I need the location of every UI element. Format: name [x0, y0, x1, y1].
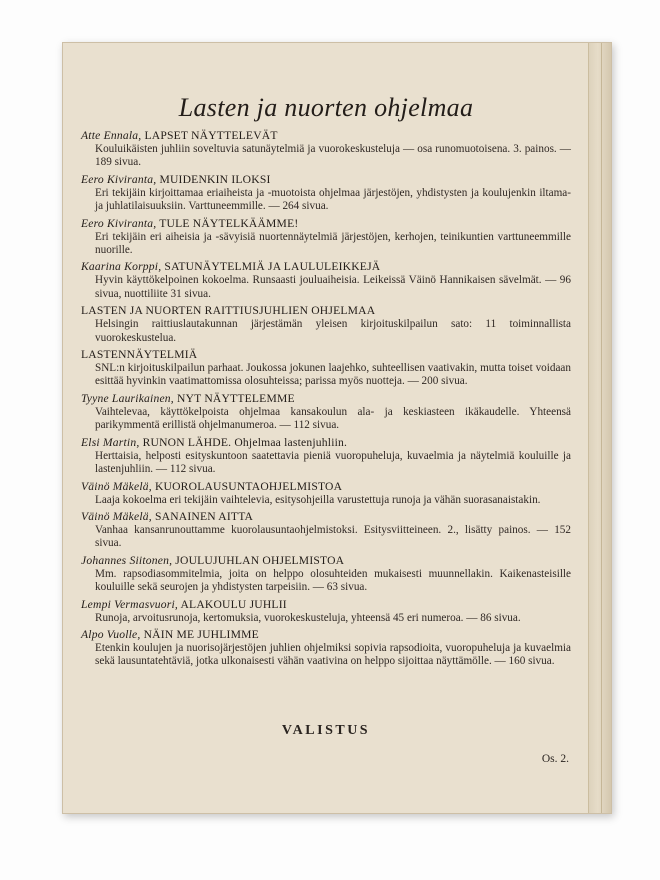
entry-author: Tyyne Laurikainen, — [81, 391, 174, 405]
entry-description: Eri tekijäin kirjoittamaa eriaiheista ja -muotoista ohjelmaa järjestöjen, yhdistysten ja koulujenkin iltama- ja juhlatilaisuuksiin. Varttuneemmille. — 264 sivua. — [95, 186, 571, 213]
entry-description: Vaihtelevaa, käyttökelpoista ohjelmaa kansakoulun ala- ja keskiasteen ikäkaudelle. Yhteensä parikymmentä erillistä ohjelmanumeroa. — 112 sivua. — [95, 405, 571, 432]
catalog-entry — [81, 628, 571, 669]
entry-author: Lempi Vermasvuori, — [81, 597, 178, 611]
catalog-entry — [81, 436, 571, 477]
entry-title: NYT NÄYTTELEMME — [177, 391, 295, 405]
catalog-entry — [81, 598, 571, 625]
entry-description: Vanhaa kansanrunouttamme kuorolausuntaohjelmistoksi. Esitysviitteineen. 2., lisätty painos. — 152 sivua. — [95, 523, 571, 550]
spine-groove — [601, 43, 602, 813]
entry-author: Eero Kiviranta, — [81, 216, 157, 230]
catalog-entry — [81, 260, 571, 301]
entry-description: Kouluikäisten juhliin soveltuvia satunäytelmiä ja vuorokeskusteluja — osa runomuotoisena. 3. painos. — 189 sivua. — [95, 143, 571, 169]
catalog-entry — [81, 304, 571, 345]
entry-title-line — [81, 304, 571, 318]
catalog-entry — [81, 129, 571, 170]
catalog-entries — [81, 129, 571, 672]
entry-title-line — [81, 129, 571, 143]
book-back-cover — [62, 42, 612, 814]
part-number: Os. 2. — [541, 753, 569, 765]
entry-title: KUOROLAUSUNTAOHJELMISTOA — [154, 479, 343, 493]
entry-description: Helsingin raittiuslautakunnan järjestämän yleisen kirjoituskilpailun sato: 11 toiminnallista vuorokeskustelua. — [95, 318, 571, 344]
catalog-entry — [81, 217, 571, 258]
entry-description: Herttaisia, helposti esityskuntoon saatettavia pieniä vuoropuheluja, kuvaelmia ja näytelmiä kouluille ja lastenjuhliin. — 112 sivua. — [95, 449, 571, 476]
catalog-entry — [81, 554, 571, 595]
entry-title: NÄIN ME JUHLIMME — [143, 627, 259, 641]
entry-description: Mm. rapsodiasommitelmia, joita on helppo olosuhteiden mukaisesti muunnellakin. Kaikenasteisille kouluille sekä seurojen ja yhdistysten tarpeisiin. — 63 sivua. — [95, 567, 571, 594]
entry-title: JOULUJUHLAN OHJELMISTOA — [175, 553, 345, 567]
entry-description: Hyvin käyttökelpoinen kokoelma. Runsaasti jouluaiheisia. Leikeissä Väinö Hannikaisen sävelmät. — 96 sivua, nuottiliite 31 sivua. — [95, 274, 571, 300]
entry-description: Laaja kokoelma eri tekijäin vaihtelevia, esitysohjeilla varustettuja runoja ja vähän suorasanaistakin. — [95, 493, 541, 506]
entry-author: Elsi Martin, — [81, 435, 140, 449]
publisher-name: VALISTUS — [281, 723, 371, 738]
entry-title-line — [81, 598, 571, 612]
entry-author: Kaarina Korppi, — [81, 260, 162, 274]
entry-title: LASTENNÄYTELMIÄ — [81, 348, 198, 362]
entry-title-line — [81, 217, 571, 231]
entry-title-line — [81, 260, 571, 274]
entry-author: Väinö Mäkelä, — [81, 509, 152, 523]
catalog-entry — [81, 510, 571, 551]
catalog-entry — [81, 348, 571, 389]
entry-title-line — [81, 628, 571, 642]
entry-title: MUIDENKIN ILOKSI — [159, 172, 271, 186]
entry-title: ALAKOULU JUHLII — [180, 597, 287, 611]
entry-author: Alpo Vuolle, — [81, 627, 141, 641]
catalog-heading: Lasten ja nuorten ohjelmaa — [178, 93, 474, 122]
entry-title: TULE NÄYTELKÄÄMME! — [159, 216, 299, 230]
entry-author: Atte Ennala, — [81, 129, 142, 142]
entry-title-line — [81, 554, 571, 568]
entry-description: Eri tekijäin eri aiheisia ja -sävyisiä nuortennäytelmiä järjestöjen, kerhojen, teinikuntien varttuneemmille nuorille. — [95, 230, 571, 257]
entry-title: LAPSET NÄYTTELEVÄT — [144, 129, 278, 142]
entry-title: LASTEN JA NUORTEN RAITTIUSJUHLIEN OHJELMAA — [81, 304, 376, 318]
catalog-entry — [81, 392, 571, 433]
entry-title-line — [81, 392, 571, 406]
entry-title: RUNON LÄHDE. Ohjelmaa lastenjuhliin. — [142, 435, 348, 449]
entry-title-line — [81, 348, 571, 362]
entry-description: Etenkin koulujen ja nuorisojärjestöjen juhlien ohjelmiksi sopivia rapsodioita, vuoropuheluja ja kuvaelmia sekä lausuntatehtäviä, jotka ulkonaisesti vähän vaativina on helppo sijoittaa näyttämölle. — 160 sivua. — [95, 641, 571, 668]
entry-author: Väinö Mäkelä, — [81, 479, 152, 493]
entry-title: SATUNÄYTELMIÄ JA LAULULEIKKEJÄ — [164, 260, 381, 274]
entry-author: Johannes Siitonen, — [81, 553, 173, 567]
entry-title-line — [81, 173, 571, 187]
book-spine — [588, 43, 611, 813]
entry-description: Runoja, arvoitusrunoja, kertomuksia, vuorokeskusteluja, yhteensä 45 eri numeroa. — 86 sivua. — [95, 611, 521, 624]
catalog-entry — [81, 173, 571, 214]
entry-title-line — [81, 480, 571, 494]
entry-description: SNL:n kirjoituskilpailun parhaat. Joukossa jokunen laajehko, suhteellisen vaativakin, mutta toiset voidaan esittää hyvinkin vaatimattomissa olosuhteissa; parissa myös nuotteja. — 200 sivua. — [95, 362, 571, 388]
entry-author: Eero Kiviranta, — [81, 172, 157, 186]
entry-title-line — [81, 436, 571, 450]
entry-title-line — [81, 510, 571, 524]
catalog-entry — [81, 480, 571, 507]
entry-title: SANAINEN AITTA — [154, 509, 254, 523]
